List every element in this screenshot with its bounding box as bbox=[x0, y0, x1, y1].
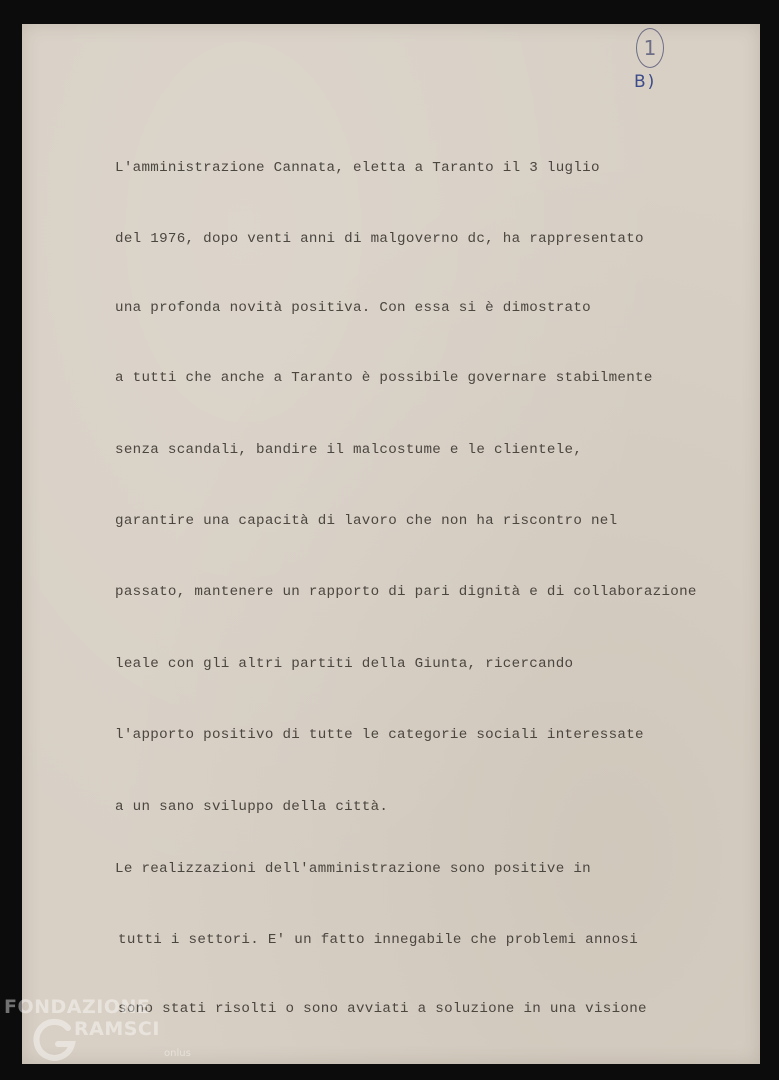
watermark-name: RAMSCI bbox=[74, 1018, 160, 1040]
text-line: l'apporto positivo di tutte le categorie sociali interessate bbox=[115, 727, 644, 743]
watermark-title: FONDAZIONE bbox=[4, 996, 151, 1018]
text-line: leale con gli altri partiti della Giunta, ricercando bbox=[115, 656, 574, 672]
watermark-g-logo-icon bbox=[30, 1014, 80, 1064]
text-line: del 1976, dopo venti anni di malgoverno dc, ha rappresentato bbox=[115, 231, 644, 247]
text-line: Le realizzazioni dell'amministrazione sono positive in bbox=[115, 861, 591, 877]
text-line: tutti i settori. E' un fatto innegabile che problemi annosi bbox=[118, 932, 639, 948]
handwritten-section-mark: B) bbox=[634, 72, 657, 92]
document-page bbox=[22, 24, 760, 1064]
text-line: sono stati risolti o sono avviati a soluzione in una visione bbox=[118, 1001, 647, 1017]
text-line: a tutti che anche a Taranto è possibile governare stabilmente bbox=[115, 370, 653, 386]
fondazione-gramsci-watermark bbox=[4, 996, 204, 1080]
text-line: garantire una capacità di lavoro che non ha riscontro nel bbox=[115, 513, 618, 529]
text-line: passato, mantenere un rapporto di pari dignità e di collaborazione bbox=[115, 584, 697, 600]
handwritten-page-number: 1 bbox=[636, 28, 664, 68]
text-line: senza scandali, bandire il malcostume e le clientele, bbox=[115, 442, 583, 458]
text-line: L'amministrazione Cannata, eletta a Taranto il 3 luglio bbox=[115, 160, 600, 176]
text-line: a un sano sviluppo della città. bbox=[115, 799, 389, 815]
watermark-suffix: onlus bbox=[164, 1048, 191, 1059]
text-line: una profonda novità positiva. Con essa si è dimostrato bbox=[115, 300, 591, 316]
